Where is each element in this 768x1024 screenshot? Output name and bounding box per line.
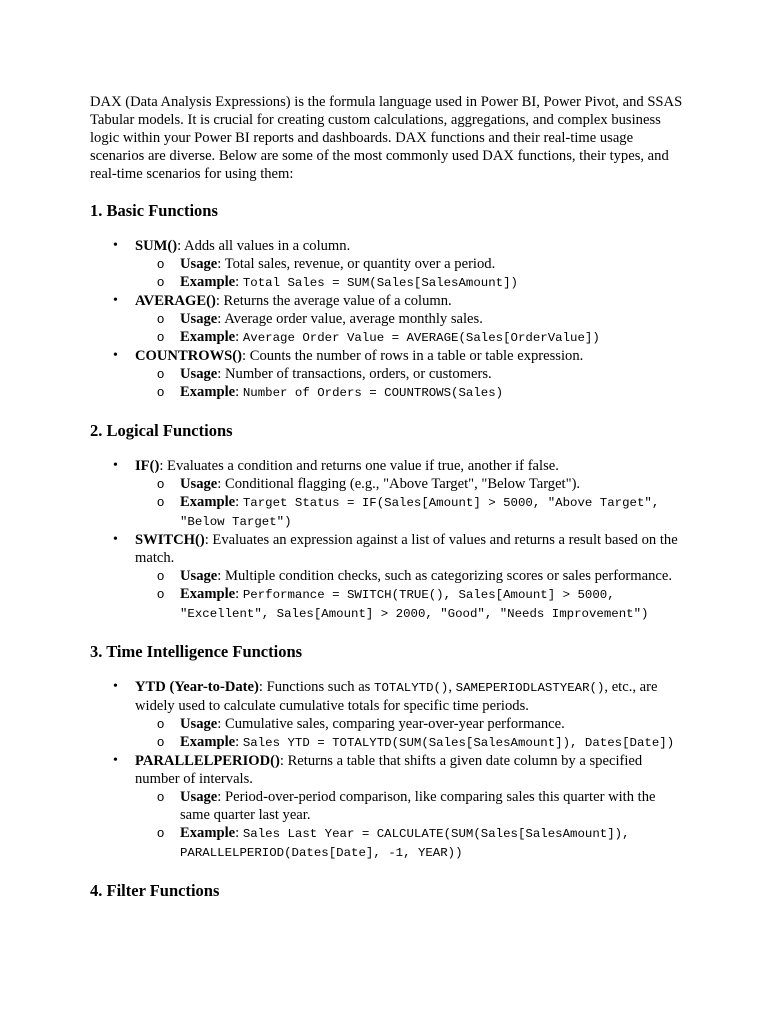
function-details — [135, 788, 684, 862]
function-details — [135, 715, 684, 752]
usage-text: : Conditional flagging (e.g., "Above Target", "Below Target"). — [217, 476, 581, 492]
function-details — [135, 365, 684, 402]
example-colon: : — [235, 494, 240, 510]
example-item — [135, 273, 684, 292]
inline-code-sameperiodlastyear: SAMEPERIODLASTYEAR() — [455, 681, 605, 695]
inline-code-totalytd: TOTALYTD() — [374, 681, 449, 695]
usage-item — [135, 715, 684, 733]
function-name: SWITCH() — [135, 532, 205, 548]
function-details — [135, 310, 684, 347]
circle-bullet-icon: o — [157, 716, 165, 731]
function-description: : Returns the average value of a column. — [215, 293, 452, 309]
example-item — [135, 585, 684, 623]
example-label: Example — [180, 734, 236, 750]
example-item — [135, 733, 684, 752]
function-description: : Evaluates a condition and returns one value if true, another if false. — [159, 458, 559, 474]
circle-bullet-icon: o — [157, 311, 165, 326]
function-item-ytd — [90, 678, 684, 752]
function-name: IF() — [135, 458, 160, 474]
example-code: Target Status = IF(Sales[Amount] > 5000, "Above Target", "Below Target") — [180, 496, 660, 529]
circle-bullet-icon: o — [157, 734, 165, 749]
example-item — [135, 328, 684, 347]
usage-item — [135, 365, 684, 383]
example-label: Example — [180, 825, 236, 841]
usage-item — [135, 475, 684, 493]
example-code: Sales YTD = TOTALYTD(SUM(Sales[SalesAmount]), Dates[Date]) — [242, 736, 675, 750]
example-colon: : — [235, 586, 240, 602]
example-label: Example — [180, 586, 236, 602]
bullet-icon: • — [113, 238, 118, 253]
function-item-parallelperiod — [90, 752, 684, 862]
example-item — [135, 824, 684, 862]
logical-functions-list — [90, 457, 684, 623]
usage-label: Usage — [180, 256, 218, 272]
usage-label: Usage — [180, 366, 218, 382]
usage-item — [135, 310, 684, 328]
example-label: Example — [180, 384, 236, 400]
function-details — [135, 475, 684, 531]
example-code: Number of Orders = COUNTROWS(Sales) — [242, 386, 504, 400]
example-colon: : — [235, 734, 240, 750]
circle-bullet-icon: o — [157, 586, 165, 601]
example-item — [135, 493, 684, 531]
section-heading-filter-functions: 4. Filter Functions — [90, 881, 220, 900]
circle-bullet-icon: o — [157, 384, 165, 399]
bullet-icon: • — [113, 532, 118, 547]
example-colon: : — [235, 274, 240, 290]
basic-functions-list — [90, 237, 684, 402]
example-code: Average Order Value = AVERAGE(Sales[OrderValue]) — [242, 331, 600, 345]
function-item-switch — [90, 531, 684, 623]
usage-item — [135, 255, 684, 273]
circle-bullet-icon: o — [157, 256, 165, 271]
function-description: : Counts the number of rows in a table or table expression. — [242, 348, 584, 364]
usage-label: Usage — [180, 568, 218, 584]
circle-bullet-icon: o — [157, 825, 165, 840]
bullet-icon: • — [113, 293, 118, 308]
usage-text: : Multiple condition checks, such as categorizing scores or sales performance. — [217, 568, 672, 584]
circle-bullet-icon: o — [157, 274, 165, 289]
function-item-average — [90, 292, 684, 347]
usage-label: Usage — [180, 716, 218, 732]
function-item-if — [90, 457, 684, 531]
usage-label: Usage — [180, 789, 218, 805]
example-colon: : — [235, 329, 240, 345]
function-description: : Returns a table that shifts a given date column by a specified number of intervals. — [135, 753, 643, 787]
usage-text: : Cumulative sales, comparing year-over-year performance. — [217, 716, 565, 732]
function-name: SUM() — [135, 238, 178, 254]
circle-bullet-icon: o — [157, 789, 165, 804]
time-intelligence-functions-list — [90, 678, 684, 862]
function-item-countrows — [90, 347, 684, 402]
usage-item — [135, 788, 684, 824]
usage-text: : Total sales, revenue, or quantity over a period. — [217, 256, 496, 272]
function-description-post: , etc., are widely used to calculate cumulative totals for specific time periods. — [135, 679, 658, 714]
function-description: : Adds all values in a column. — [177, 238, 351, 254]
usage-text: : Number of transactions, orders, or customers. — [217, 366, 492, 382]
usage-text: : Period-over-period comparison, like comparing sales this quarter with the same quarter last year. — [180, 789, 656, 823]
document-page — [90, 93, 684, 901]
function-name: PARALLELPERIOD() — [135, 753, 280, 769]
usage-item — [135, 567, 684, 585]
section-heading-basic-functions: 1. Basic Functions — [90, 201, 218, 220]
circle-bullet-icon: o — [157, 568, 165, 583]
bullet-icon: • — [113, 348, 118, 363]
example-colon: : — [235, 384, 240, 400]
circle-bullet-icon: o — [157, 329, 165, 344]
circle-bullet-icon: o — [157, 476, 165, 491]
function-details — [135, 567, 684, 623]
usage-label: Usage — [180, 476, 218, 492]
circle-bullet-icon: o — [157, 366, 165, 381]
example-code: Sales Last Year = CALCULATE(SUM(Sales[SalesAmount]), PARALLELPERIOD(Dates[Date], -1, YEAR)) — [180, 827, 630, 860]
function-name: AVERAGE() — [135, 293, 216, 309]
bullet-icon: • — [113, 753, 118, 768]
example-label: Example — [180, 494, 236, 510]
function-description: : Evaluates an expression against a list of values and returns a result based on the match. — [135, 532, 678, 566]
usage-label: Usage — [180, 311, 218, 327]
function-details — [135, 255, 684, 292]
usage-text: : Average order value, average monthly sales. — [217, 311, 483, 327]
example-code: Total Sales = SUM(Sales[SalesAmount]) — [242, 276, 518, 290]
function-name: YTD (Year-to-Date) — [135, 679, 259, 695]
example-colon: : — [235, 825, 240, 841]
section-heading-logical-functions: 2. Logical Functions — [90, 421, 233, 440]
example-label: Example — [180, 274, 236, 290]
bullet-icon: • — [113, 458, 118, 473]
example-item — [135, 383, 684, 402]
function-item-sum — [90, 237, 684, 292]
function-description-pre: : Functions such as — [258, 679, 375, 695]
bullet-icon: • — [113, 679, 118, 694]
section-heading-time-intelligence-functions: 3. Time Intelligence Functions — [90, 642, 303, 661]
function-name: COUNTROWS() — [135, 348, 243, 364]
function-description-mid: , — [448, 679, 456, 695]
circle-bullet-icon: o — [157, 494, 165, 509]
example-label: Example — [180, 329, 236, 345]
example-code: Performance = SWITCH(TRUE(), Sales[Amount] > 5000, "Excellent", Sales[Amount] > 2000, "Good", "Needs Improvement") — [180, 588, 649, 621]
intro-paragraph: DAX (Data Analysis Expressions) is the formula language used in Power BI, Power Pivot, and SSAS Tabular models. It is crucial for creating custom calculations, aggregations, and complex business logic within your Power BI reports and dashboards. DAX functions and their real-time usage scenarios are diverse. Below are some of the most commonly used DAX functions, their types, and real-time scenarios for using them: — [90, 94, 683, 182]
